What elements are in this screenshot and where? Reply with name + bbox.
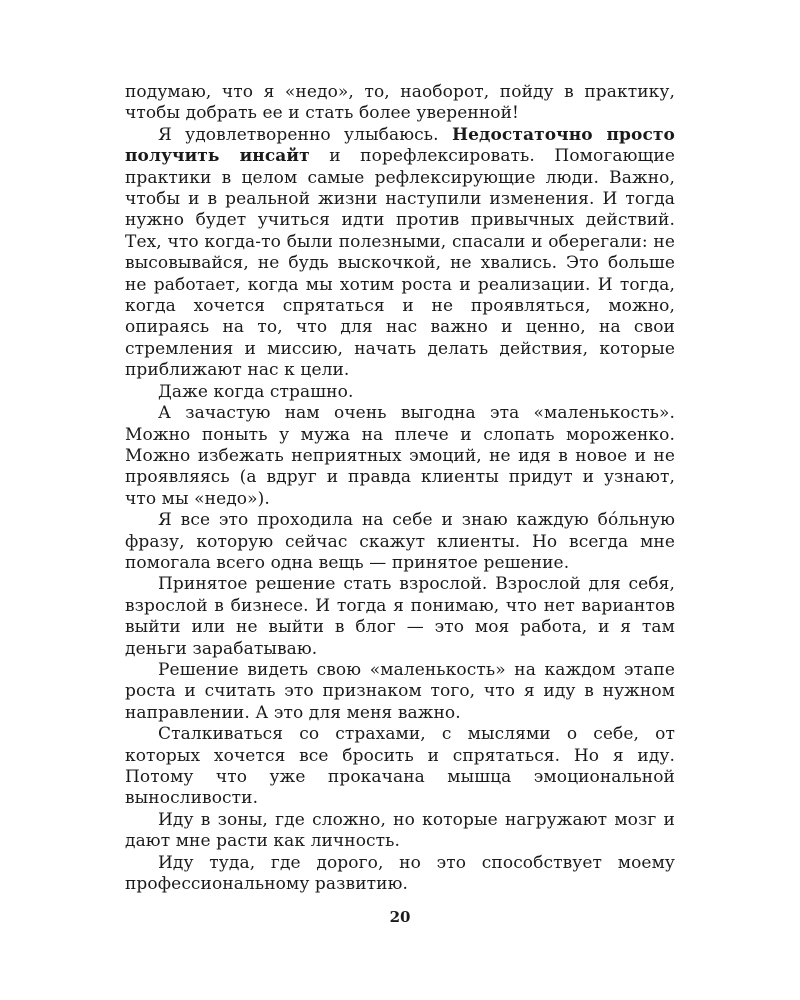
paragraph-insight-rest: и порефлексировать. Помогающие практики в целом самые рефлексирующие люди. Важно, чтобы и в реальной жизни наступили изменения. И тогда нужно будет учиться идти против привычных действий. Тех, что когда-то были полезными, спасали и оберегали: не высовывайся, не будь выскочкой, не хвались. Это больше не работает, когда мы хотим роста и реализации. И тогда, когда хочется спрятаться и не проявляться, можно, опираясь на то, что для нас важно и ценно, на свои стремления и миссию, начать делать действия, которые приближают нас к цели. [125,146,675,381]
body-text [125,82,675,895]
paragraph-even-scary: Даже когда страшно. [158,381,354,402]
paragraph-fears: Сталкиваться со страхами, с мыслями о себе, от которых хочется все бросить и спрятаться. Но я иду. Потому что уже прокачана мышца эмоциональной выносливости. [125,724,675,809]
paragraph-decision-adult: Принятое решение стать взрослой. Взрослой для себя, взрослой в бизнесе. И тогда я понимаю, что нет вариантов выйти или не выйти в блог — это моя работа, и я там деньги зарабатываю. [125,574,675,659]
paragraph-continuation: подумаю, что я «недо», то, наоборот, пойду в практику, чтобы добрать ее и стать более уверенной! [125,82,675,124]
paragraph-insight-emphasis: Недостаточно просто получить инсайт [125,124,675,167]
page-number: 20 [389,908,411,926]
paragraph-hard-zones: Иду в зоны, где сложно, но которые нагружают мозг и дают мне расти как личность. [125,809,675,852]
paragraph-experience: Я все это проходила на себе и знаю каждую бóльную фразу, которую сейчас скажут клиенты. Но всегда мне помогала всего одна вещь — принятое решение. [125,510,675,573]
paragraph-decision-growth: Решение видеть свою «маленькость» на каждом этапе роста и считать это признаком того, что я иду в нужном направлении. А это для меня важно. [125,659,675,723]
paragraph-smallness-benefit: А зачастую нам очень выгодна эта «маленькость». Можно поныть у мужа на плече и слопать мороженко. Можно избежать неприятных эмоций, не идя в новое и не проявляясь (а вдруг и правда клиенты придут и узнают, что мы «недо»). [125,403,675,509]
paragraph-insight-lead: Я удовлетворенно улыбаюсь. [158,124,452,145]
paragraph-expensive: Иду туда, где дорого, но это способствует моему профессиональному развитию. [125,852,675,895]
paragraph-insight [125,125,675,382]
